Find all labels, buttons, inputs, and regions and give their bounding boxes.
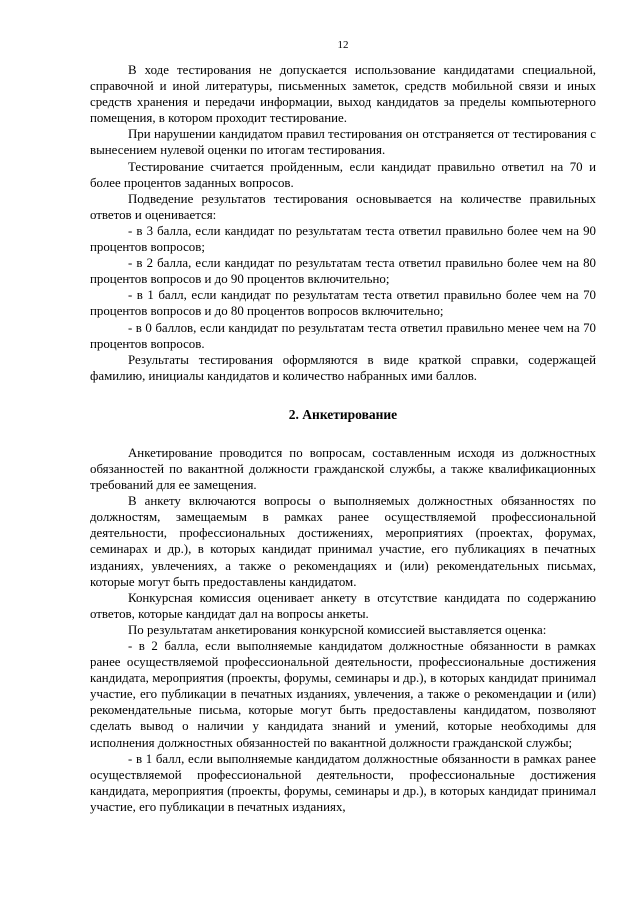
list-item: - в 1 балл, если выполняемые кандидатом должностные обязанности в рамках ранее осуществляемой профессиональной деятельности, профессиональные достижения кандидата, мероприятия (проекты, форумы, семинары и др.), в которых кандидат принимал участие, его публикации в печатных изданиях,: [90, 751, 596, 814]
paragraph: В анкету включаются вопросы о выполняемых должностных обязанностях по должностям, замещаемым в рамках ранее осуществляемой профессиональной деятельности, профессиональных достижениях, мероприятиях (проектах, форумах, семинарах и др.), в которых кандидат принимал участие, его публикациях в печатных изданиях, увлечениях, а также о рекомендациях и (или) рекомендательных письмах, которые могут быть предоставлены кандидатом.: [90, 494, 596, 589]
document-page: [90, 38, 596, 815]
section-heading: 2. Анкетирование: [288, 406, 398, 422]
paragraph: По результатам анкетирования конкурсной комиссией выставляется оценка:: [128, 622, 547, 637]
paragraph: Тестирование считается пройденным, если кандидат правильно ответил на 70 и более процентов заданных вопросов.: [90, 159, 596, 190]
paragraph: Результаты тестирования оформляются в виде краткой справки, содержащей фамилию, инициалы кандидатов и количество набранных ими баллов.: [90, 352, 596, 383]
paragraph: Конкурсная комиссия оценивает анкету в отсутствие кандидата по содержанию ответов, которые кандидат дал на вопросы анкеты.: [90, 590, 596, 621]
paragraph: Подведение результатов тестирования основывается на количестве правильных ответов и оценивается:: [90, 191, 596, 222]
list-item: - в 2 балла, если выполняемые кандидатом должностные обязанности в рамках ранее осуществляемой профессиональной деятельности, профессиональные достижения кандидата, мероприятия (проекты, форумы, семинары и др.), в которых кандидат принимал участие, его публикации в печатных изданиях, увлечения, а также о рекомендации и (или) рекомендательные письма, которые могут быть предоставлены кандидатом, позволяют сделать вывод о наличии у кандидата знаний и умений, которые необходимы для исполнения должностных обязанностей по вакантной должности гражданской службы;: [90, 639, 596, 750]
paragraph: Анкетирование проводится по вопросам, составленным исходя из должностных обязанностей по вакантной должности гражданской службы, а также квалификационных требований для ее замещения.: [90, 445, 596, 493]
list-item: - в 0 баллов, если кандидат по результатам теста ответил правильно менее чем на 70 процентов вопросов.: [90, 320, 596, 351]
paragraph: При нарушении кандидатом правил тестирования он отстраняется от тестирования с вынесением нулевой оценки по итогам тестирования.: [90, 127, 596, 158]
paragraph: В ходе тестирования не допускается использование кандидатами специальной, справочной и иной литературы, письменных заметок, средств мобильной связи и иных средств хранения и передачи информации, выход кандидатов за пределы компьютерного помещения, в котором проходит тестирование.: [90, 63, 596, 126]
list-item: - в 3 балла, если кандидат по результатам теста ответил правильно более чем на 90 процентов вопросов;: [90, 223, 596, 255]
page-number: 12: [337, 39, 349, 51]
list-item: - в 2 балла, если кандидат по результатам теста ответил правильно более чем на 80 процентов вопросов и до 90 процентов включительно;: [90, 256, 596, 287]
list-item: - в 1 балл, если кандидат по результатам теста ответил правильно более чем на 70 процентов вопросов и до 80 процентов вопросов включительно;: [90, 288, 596, 319]
